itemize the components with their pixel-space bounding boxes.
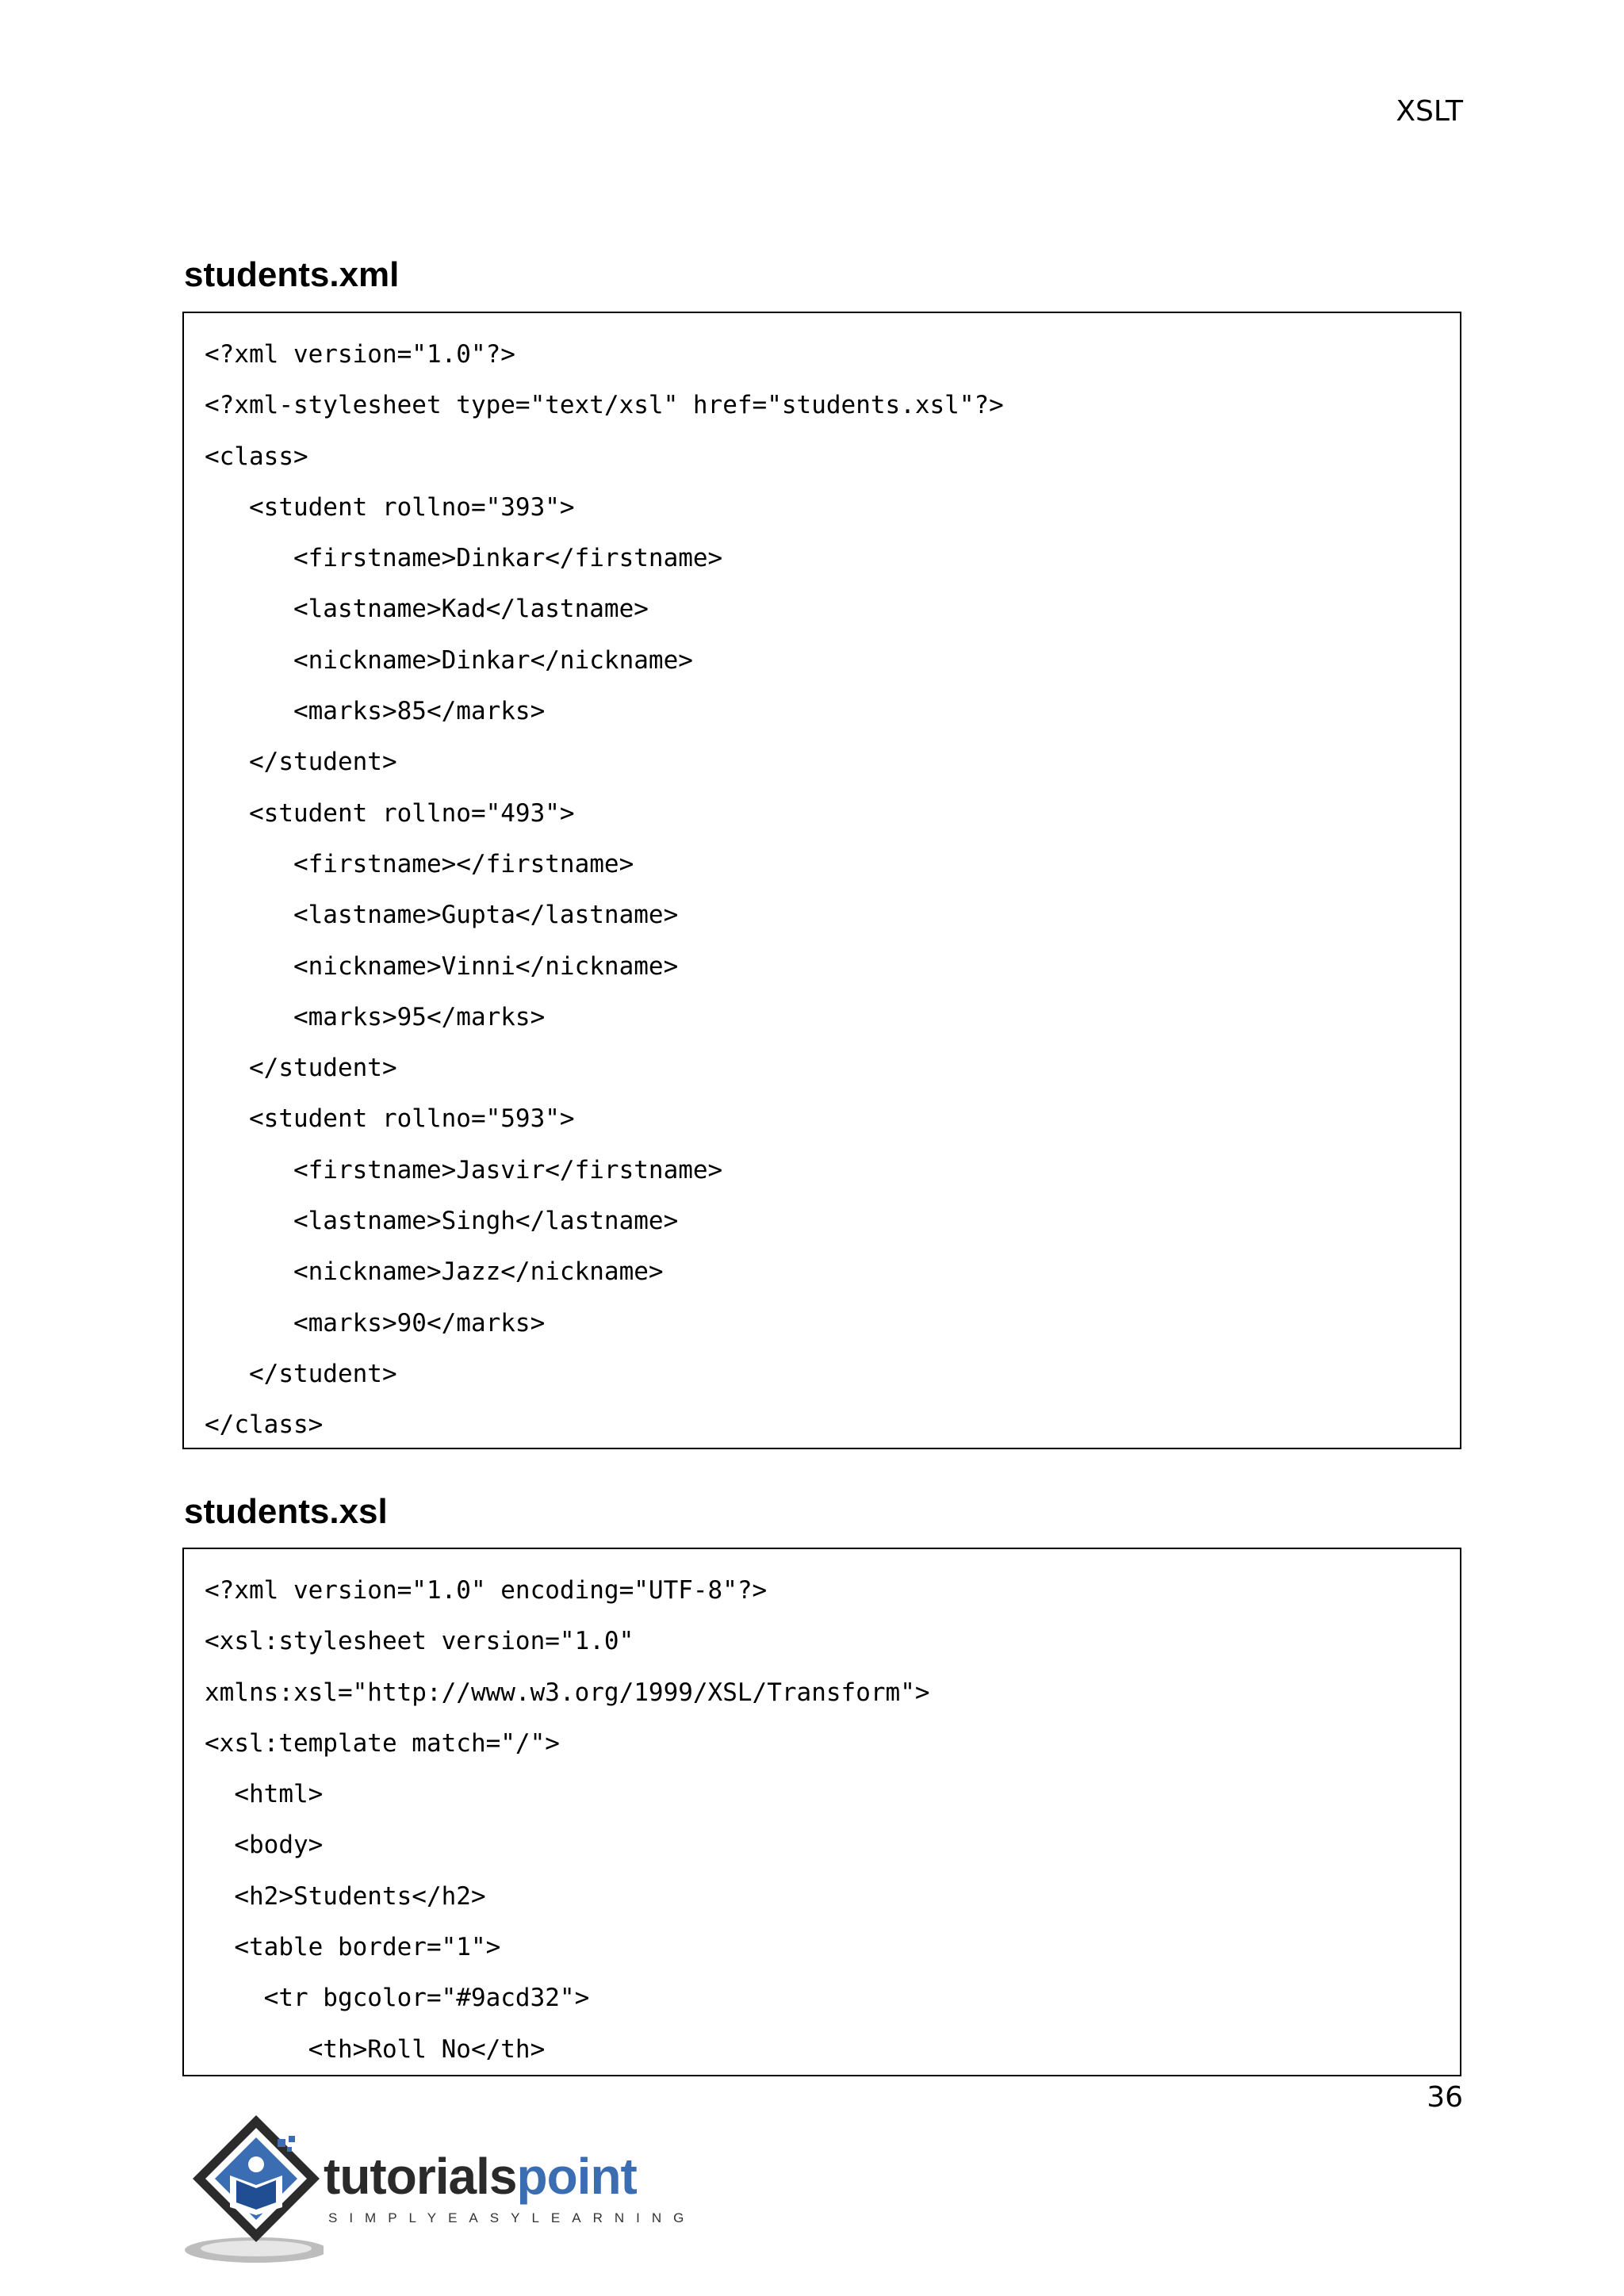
code-line: <xsl:stylesheet version="1.0" <box>205 1627 634 1656</box>
code-line: <?xml version="1.0" encoding="UTF-8"?> <box>205 1576 768 1605</box>
code-line: </student> <box>205 748 397 777</box>
code-line: <html> <box>205 1780 324 1809</box>
code-block-students-xml <box>182 312 1461 1449</box>
code-line: <table border="1"> <box>205 1933 501 1962</box>
code-block-students-xsl <box>182 1548 1461 2076</box>
code-line: <lastname>Singh</lastname> <box>205 1207 679 1236</box>
section-heading-students-xml: students.xml <box>184 255 400 294</box>
logo-tagline: SIMPLYEASYLEARNING <box>328 2210 696 2225</box>
code-line: <h2>Students</h2> <box>205 1881 486 1911</box>
code-line: </class> <box>205 1410 324 1440</box>
code-line: <marks>90</marks> <box>205 1308 546 1337</box>
code-line: <student rollno="393"> <box>205 492 575 522</box>
code-line: <lastname>Gupta</lastname> <box>205 901 679 930</box>
code-line: <student rollno="493"> <box>205 798 575 828</box>
logo-emblem-icon <box>181 2109 324 2267</box>
code-line: <th>Roll No</th> <box>205 2034 546 2064</box>
code-line: <xsl:template match="/"> <box>205 1728 560 1758</box>
code-line: <nickname>Dinkar</nickname> <box>205 645 693 675</box>
page-number: 36 <box>1427 2081 1463 2114</box>
tutorialspoint-logo <box>181 2109 696 2267</box>
logo-wordmark: tutorialspoint <box>324 2148 637 2205</box>
code-line: <firstname>Jasvir</firstname> <box>205 1155 723 1184</box>
code-line: <nickname>Jazz</nickname> <box>205 1257 664 1287</box>
code-line: xmlns:xsl="http://www.w3.org/1999/XSL/Transform"> <box>205 1678 930 1707</box>
code-line: <nickname>Vinni</nickname> <box>205 951 679 981</box>
code-line: </student> <box>205 1359 397 1388</box>
code-line: <tr bgcolor="#9acd32"> <box>205 1984 590 2013</box>
code-line: </student> <box>205 1054 397 1083</box>
code-line: <marks>85</marks> <box>205 697 546 726</box>
code-line: <?xml version="1.0"?> <box>205 340 515 369</box>
code-line: <lastname>Kad</lastname> <box>205 595 649 624</box>
document-header-title: XSLT <box>1396 95 1463 128</box>
code-line: <firstname></firstname> <box>205 849 634 878</box>
code-line: <body> <box>205 1831 324 1860</box>
code-line: <firstname>Dinkar</firstname> <box>205 544 723 573</box>
section-heading-students-xsl: students.xsl <box>184 1492 388 1531</box>
code-line: <student rollno="593"> <box>205 1104 575 1134</box>
code-line: <marks>95</marks> <box>205 1002 546 1031</box>
code-line: <?xml-stylesheet type="text/xsl" href="students.xsl"?> <box>205 391 1004 420</box>
code-line: <class> <box>205 442 308 471</box>
